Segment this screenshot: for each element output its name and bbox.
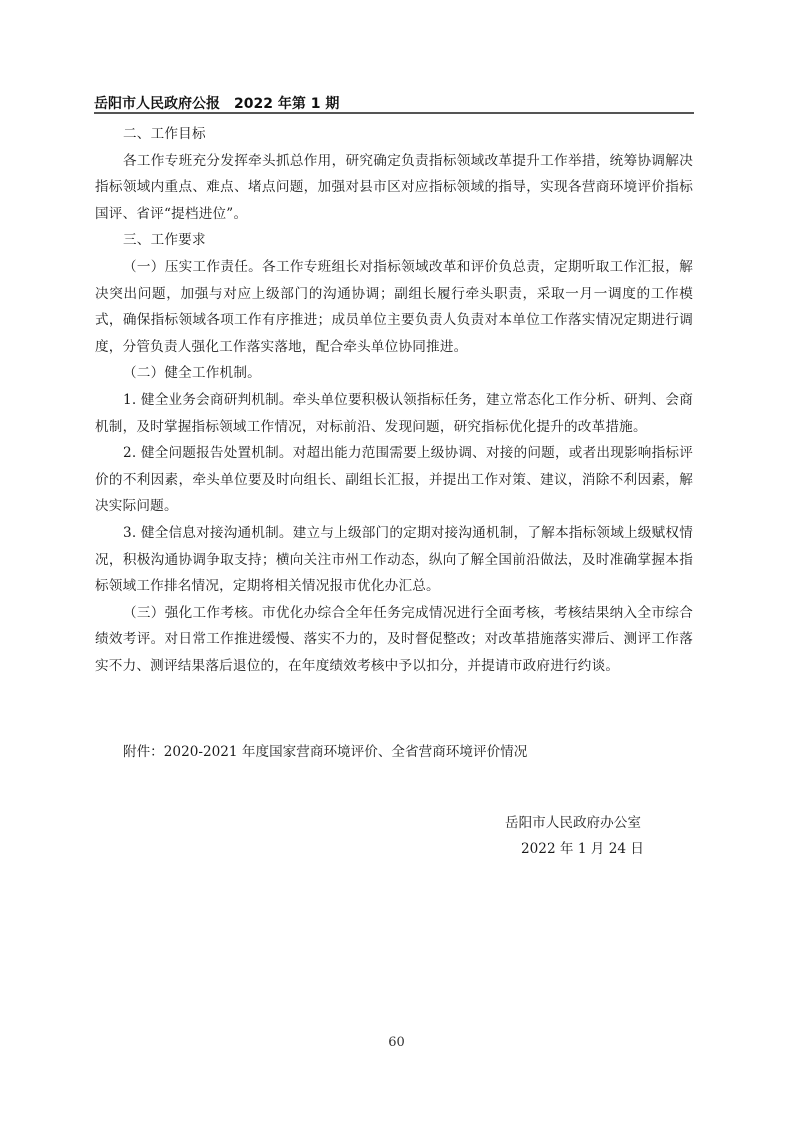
publication-title: 岳阳市人民政府公报 [94, 96, 220, 112]
page-number: 60 [388, 1035, 405, 1050]
paragraph-assessment: （三）强化工作考核。市优化办综合全年任务完成情况进行全面考核，考核结果纳入全市综合绩效考评。对日常工作推进缓慢、落实不力的，及时督促整改；对改革措施落实滞后、测评工作落实不力、测评结果落后退位的，在年度绩效考核中予以扣分，并提请市政府进行约谈。 [95, 604, 693, 674]
paragraph-responsibility: （一）压实工作责任。各工作专班组长对指标领域改革和评价负总责，定期听取工作汇报，解决突出问题，加强与对应上级部门的沟通协调；副组长履行牵头职责，采取一月一调度的工作模式，确保指标领域各项工作有序推进；成员单位主要负责人负责对本单位工作落实情况定期进行调度，分管负责人强化工作落实落地，配合牵头单位协同推进。 [95, 258, 693, 355]
section-heading-goals: 二、工作目标 [123, 126, 206, 142]
signature-block [505, 810, 665, 862]
paragraph-mechanism-3: 3. 健全信息对接沟通机制。建立与上级部门的定期对接沟通机制，了解本指标领域上级赋权情况，积极沟通协调争取支持；横向关注市州工作动态，纵向了解全国前沿做法，及时准确掌握本指标领域工作排名情况，定期将相关情况报市优化办汇总。 [95, 524, 693, 595]
running-header [94, 93, 694, 115]
attachment-note: 附件：2020-2021 年度国家营商环境评价、全省营商环境评价情况 [123, 744, 528, 760]
paragraph-mechanism-2: 2. 健全问题报告处置机制。对超出能力范围需要上级协调、对接的问题，或者出现影响指标评价的不利因素，牵头单位要及时向组长、副组长汇报，并提出工作对策、建议，消除不利因素，解决实际问题。 [95, 445, 693, 515]
issue-number: 2022 年第 1 期 [234, 96, 340, 112]
section-heading-requirements: 三、工作要求 [123, 232, 206, 249]
issuing-organization: 岳阳市人民政府办公室 [505, 815, 641, 831]
subheading-mechanism: （二）健全工作机制。 [123, 365, 261, 382]
document-body [95, 121, 693, 679]
header-rule [94, 112, 694, 114]
issue-date: 2022 年 1 月 24 日 [521, 841, 644, 857]
paragraph-goals: 各工作专班充分发挥牵头抓总作用，研究确定负责指标领域改革提升工作举措，统筹协调解决指标领域内重点、难点、堵点问题，加强对县市区对应指标领域的指导，实现各营商环境评价指标国评、省评“提档进位”。 [95, 152, 693, 222]
paragraph-mechanism-1: 1. 健全业务会商研判机制。牵头单位要积极认领指标任务，建立常态化工作分析、研判、会商机制，及时掌握指标领域工作情况，对标前沿、发现问题，研究指标优化提升的改革措施。 [95, 391, 693, 435]
